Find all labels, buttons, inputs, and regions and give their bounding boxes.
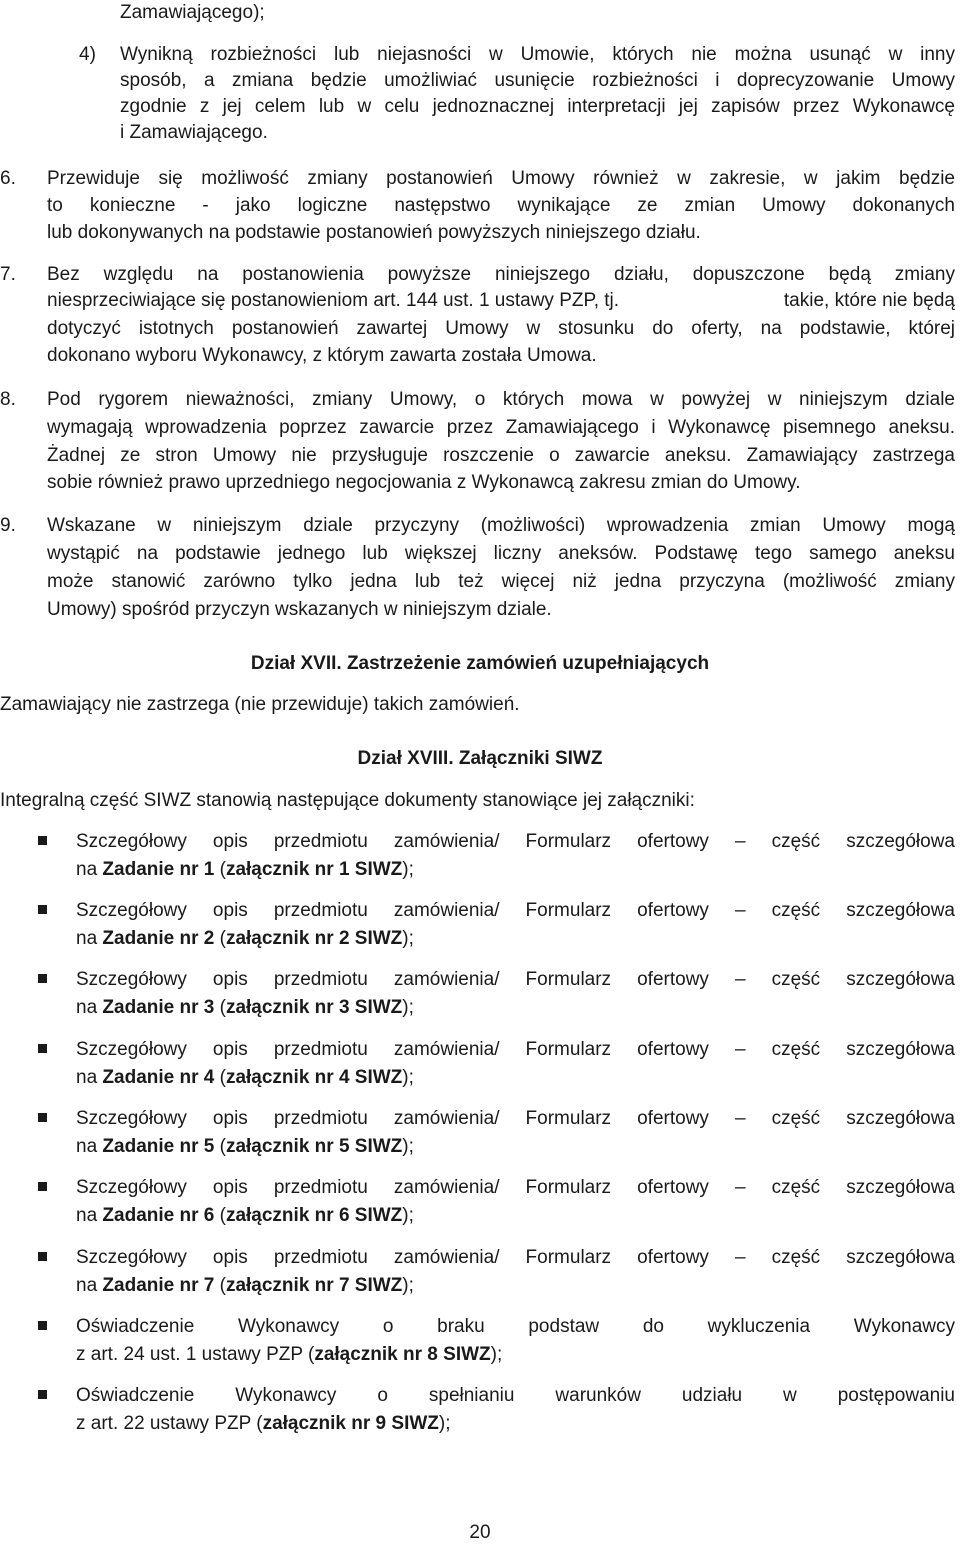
attachment-5-line-2 [76, 1134, 414, 1160]
attachment-9-annex: załącznik nr 9 SIWZ [262, 1413, 439, 1434]
paragraph-7-line-2-part-b: takie, które nie będą [783, 290, 955, 311]
attachment-9-prefix: z art. 22 ustawy PZP ( [76, 1413, 263, 1434]
paragraph-8-line-2: wymagają wprowadzenia poprzez zawarcie przez Zamawiającego i Wykonawcę pisemnego aneksu. [47, 417, 955, 438]
attachment-6-suffix: ); [402, 1205, 414, 1226]
paragraph-8-line-3: Żadnej ze stron Umowy nie przysługuje roszczenie o zawarcie aneksu. Zamawiający zastrzega [47, 445, 955, 466]
bullet-icon [38, 836, 47, 845]
page-number: 20 [469, 1522, 491, 1543]
attachment-8-line-1: Oświadczenie Wykonawcy o braku podstaw do wykluczenia Wykonawcy [76, 1316, 955, 1337]
bullet-icon [38, 905, 47, 914]
attachment-3-prefix: na [76, 997, 103, 1018]
bullet-icon [38, 1113, 47, 1122]
attachment-4-line-2 [76, 1065, 414, 1091]
bullet-icon [38, 1390, 47, 1399]
paragraph-8-line-4: sobie również prawo uprzedniego negocjowania z Wykonawcą zakresu zmian do Umowy. [47, 472, 801, 493]
paragraph-9-number: 9. [0, 515, 16, 536]
paragraph-7-line-1: Bez względu na postanowienia powyższe niniejszego działu, dopuszczone będą zmiany [47, 264, 955, 285]
attachment-8-line-2 [76, 1342, 502, 1368]
attachment-2-paren-open: ( [214, 928, 226, 949]
item-4-number: 4) [79, 44, 96, 65]
attachment-4-suffix: ); [402, 1067, 414, 1088]
attachment-1-annex: załącznik nr 1 SIWZ [225, 859, 403, 880]
paragraph-6-line-3: lub dokonywanych na podstawie postanowień powyższych niniejszego działu. [47, 222, 701, 243]
attachment-6-annex: załącznik nr 6 SIWZ [225, 1205, 403, 1226]
attachment-2-line-2 [76, 926, 414, 952]
attachment-1-line-1: Szczegółowy opis przedmiotu zamówienia/ Formularz ofertowy – część szczegółowa [76, 831, 955, 852]
attachment-3-line-1: Szczegółowy opis przedmiotu zamówienia/ Formularz ofertowy – część szczegółowa [76, 969, 955, 990]
paragraph-6-line-2: to konieczne - jako logiczne następstwo wynikające ze zmian Umowy dokonanych [47, 195, 955, 216]
attachment-4-paren-open: ( [214, 1067, 226, 1088]
attachment-7-line-1: Szczegółowy opis przedmiotu zamówienia/ Formularz ofertowy – część szczegółowa [76, 1247, 955, 1268]
attachment-1-task: Zadanie nr 1 [102, 859, 215, 880]
bullet-icon [38, 1321, 47, 1330]
attachment-8-suffix: ); [490, 1344, 503, 1365]
attachment-5-annex: załącznik nr 5 SIWZ [225, 1136, 403, 1157]
paragraph-7-line-2 [47, 288, 955, 314]
attachment-1-line-2 [76, 857, 414, 883]
paragraph-6-number: 6. [0, 168, 16, 189]
attachment-3-task: Zadanie nr 3 [102, 997, 215, 1018]
section-17-heading: Dział XVII. Zastrzeżenie zamówień uzupełniających [250, 653, 710, 674]
attachment-7-suffix: ); [402, 1275, 414, 1296]
attachment-5-task: Zadanie nr 5 [102, 1136, 215, 1157]
attachment-6-prefix: na [76, 1205, 103, 1226]
attachment-1-prefix: na [76, 859, 103, 880]
attachment-9-line-2 [76, 1411, 451, 1437]
paragraph-7-line-3: dotyczyć istotnych postanowień zawartej Umowy w stosunku do oferty, na podstawie, której [47, 318, 955, 339]
bullet-icon [38, 1182, 47, 1191]
item-4-line-1: Wynikną rozbieżności lub niejasności w Umowie, których nie można usunąć w inny [120, 44, 955, 65]
paragraph-8-line-1: Pod rygorem nieważności, zmiany Umowy, o których mowa w powyżej w niniejszym dziale [47, 389, 955, 410]
attachment-5-prefix: na [76, 1136, 103, 1157]
attachment-7-annex: załącznik nr 7 SIWZ [225, 1275, 403, 1296]
item-4-line-4: i Zamawiającego. [120, 122, 268, 143]
attachment-9-line-1: Oświadczenie Wykonawcy o spełnianiu warunków udziału w postępowaniu [76, 1385, 955, 1406]
attachment-2-line-1: Szczegółowy opis przedmiotu zamówienia/ Formularz ofertowy – część szczegółowa [76, 900, 955, 921]
attachment-7-prefix: na [76, 1275, 103, 1296]
attachment-4-line-1: Szczegółowy opis przedmiotu zamówienia/ Formularz ofertowy – część szczegółowa [76, 1039, 955, 1060]
attachment-5-suffix: ); [402, 1136, 414, 1157]
paragraph-7-number: 7. [0, 264, 16, 285]
attachment-7-paren-open: ( [214, 1275, 226, 1296]
paragraph-9-line-1: Wskazane w niniejszym dziale przyczyny (możliwości) wprowadzenia zmian Umowy mogą [47, 515, 955, 536]
attachment-5-line-1: Szczegółowy opis przedmiotu zamówienia/ Formularz ofertowy – część szczegółowa [76, 1108, 955, 1129]
attachment-8-annex: załącznik nr 8 SIWZ [314, 1344, 491, 1365]
item-4-line-2: sposób, a zmiana będzie umożliwiać usunięcie rozbieżności i doprecyzowanie Umowy [120, 70, 955, 91]
attachment-1-suffix: ); [402, 859, 414, 880]
attachment-3-line-2 [76, 995, 414, 1021]
bullet-icon [38, 974, 47, 983]
attachment-8-prefix: z art. 24 ust. 1 ustawy PZP ( [76, 1344, 315, 1365]
attachment-2-prefix: na [76, 928, 103, 949]
paragraph-6-line-1: Przewiduje się możliwość zmiany postanowień Umowy również w zakresie, w jakim będzie [47, 168, 955, 189]
item-4-line-3: zgodnie z jej celem lub w celu jednoznacznej interpretacji jej zapisów przez Wykonawcę [120, 96, 955, 117]
attachment-4-task: Zadanie nr 4 [102, 1067, 215, 1088]
attachment-1-paren-open: ( [214, 859, 226, 880]
paragraph-9-line-2: wystąpić na podstawie jednego lub większej liczny aneksów. Podstawę tego samego aneksu [47, 543, 955, 564]
attachment-6-task: Zadanie nr 6 [102, 1205, 215, 1226]
attachment-2-suffix: ); [402, 928, 414, 949]
continuation-line: Zamawiającego); [120, 2, 265, 23]
attachment-7-line-2 [76, 1273, 414, 1299]
attachment-2-annex: załącznik nr 2 SIWZ [225, 928, 403, 949]
bullet-icon [38, 1044, 47, 1053]
attachment-3-annex: załącznik nr 3 SIWZ [225, 997, 403, 1018]
bullet-icon [38, 1252, 47, 1261]
attachment-9-suffix: ); [438, 1413, 451, 1434]
paragraph-8-number: 8. [0, 389, 16, 410]
paragraph-7-line-2-part-a: niesprzeciwiające się postanowieniom art. 144 ust. 1 ustawy PZP, tj. [47, 290, 620, 311]
attachment-6-line-1: Szczegółowy opis przedmiotu zamówienia/ Formularz ofertowy – część szczegółowa [76, 1177, 955, 1198]
attachment-3-paren-open: ( [214, 997, 226, 1018]
attachment-4-prefix: na [76, 1067, 103, 1088]
paragraph-7-line-4: dokonano wyboru Wykonawcy, z którym zawarta została Umowa. [47, 345, 597, 366]
section-18-heading: Dział XVIII. Załączniki SIWZ [357, 748, 603, 769]
attachment-2-task: Zadanie nr 2 [102, 928, 215, 949]
attachment-5-paren-open: ( [214, 1136, 226, 1157]
section-18-intro: Integralną część SIWZ stanowią następujące dokumenty stanowiące jej załączniki: [0, 790, 695, 811]
attachment-3-suffix: ); [402, 997, 414, 1018]
attachment-4-annex: załącznik nr 4 SIWZ [225, 1067, 403, 1088]
section-17-text: Zamawiający nie zastrzega (nie przewiduje) takich zamówień. [0, 694, 520, 715]
attachment-7-task: Zadanie nr 7 [102, 1275, 215, 1296]
paragraph-9-line-4: Umowy) spośród przyczyn wskazanych w niniejszym dziale. [47, 599, 552, 620]
attachment-6-paren-open: ( [214, 1205, 226, 1226]
paragraph-9-line-3: może stanowić zarówno tylko jedna lub też więcej niż jedna przyczyna (możliwość zmiany [47, 571, 955, 592]
attachment-6-line-2 [76, 1203, 414, 1229]
